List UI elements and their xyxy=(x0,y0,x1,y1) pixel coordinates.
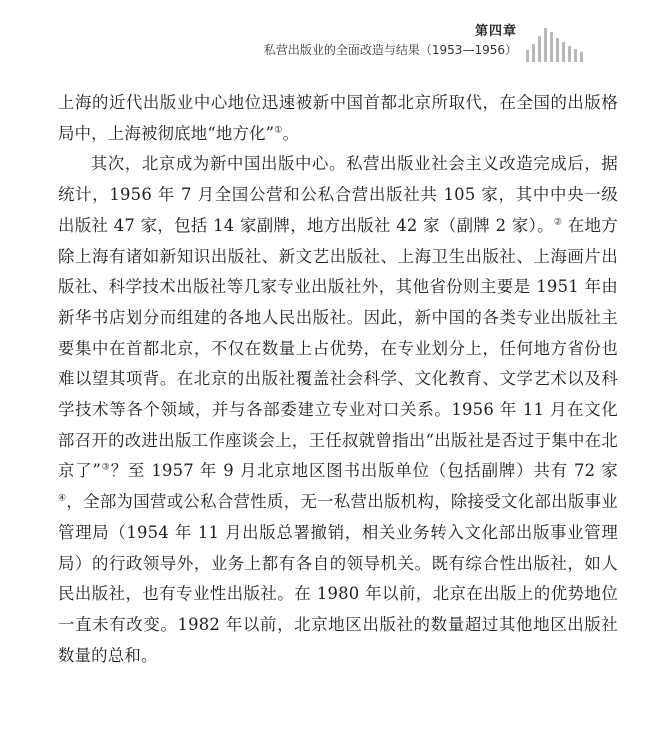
footnote-ref-3[interactable]: ③ xyxy=(101,462,111,473)
chapter-label: 第四章 xyxy=(474,24,517,39)
paragraph-1-text: 上海的近代出版业中心地位迅速被新中国首都北京所取代，在全国的出版格局中，上海被彻底地“地方化” xyxy=(58,93,618,143)
running-head xyxy=(264,24,517,58)
body-text xyxy=(58,88,618,671)
chapter-title: 私营出版业的全面改造与结果（1953—1956） xyxy=(263,43,517,57)
paragraph-2-text-a: 其次，北京成为新中国出版中心。私营出版业社会主义改造完成后，据统计，1956 年 7 月全国公营和公私合营出版社共 105 家，其中中央一级出版社 47 家，包括 14 家副牌，地方出版社 42 家（副牌 2 家）。 xyxy=(58,154,618,235)
footnote-ref-1[interactable]: ① xyxy=(274,125,283,136)
footnote-ref-4[interactable]: ④ xyxy=(58,493,67,504)
footnote-ref-2[interactable]: ② xyxy=(553,217,563,228)
paragraph-2-text-c: ？至 1957 年 9 月北京地区图书出版单位（包括副牌）共有 72 家 xyxy=(110,461,618,481)
paragraph-1 xyxy=(58,88,618,149)
paragraph-2-text-d: ，全部为国营或公私合营性质，无一私营出版机构，除接受文化部出版事业管理局（1954 年 11 月出版总署撤销，相关业务转入文化部出版事业管理局）的行政领导外，业务上都有各自的领导机关。既有综合性出版社，如人民出版社，也有专业性出版社。在 1980 年以前，北京在出版上的优势地位一直未有改变。1982 年以前，北京地区出版社的数量超过其他地区出版社数量的总和。 xyxy=(58,492,618,665)
paragraph-2-text-b: 在地方除上海有诸如新知识出版社、新文艺出版社、上海卫生出版社、上海画片出版社、科学技术出版社等几家专业出版社外，其他省份则主要是 1951 年由新华书店划分而组建的各地人民出版社。因此，新中国的各类专业出版社主要集中在首都北京，不仅在数量上占优势，在专业划分上，任何地方省份也难以望其项背。在北京的出版社覆盖社会科学、文化教育、文学艺术以及科学技术等各个领域，并与各部委建立专业对口关系。1956 年 11 月在文化部召开的改进出版工作座谈会上，王任叔就曾指出“出版社是否过于集中在北京了” xyxy=(58,215,618,481)
paragraph-2 xyxy=(58,149,618,671)
header-bar-ornament xyxy=(526,22,596,62)
paragraph-1-end: 。 xyxy=(282,123,300,143)
